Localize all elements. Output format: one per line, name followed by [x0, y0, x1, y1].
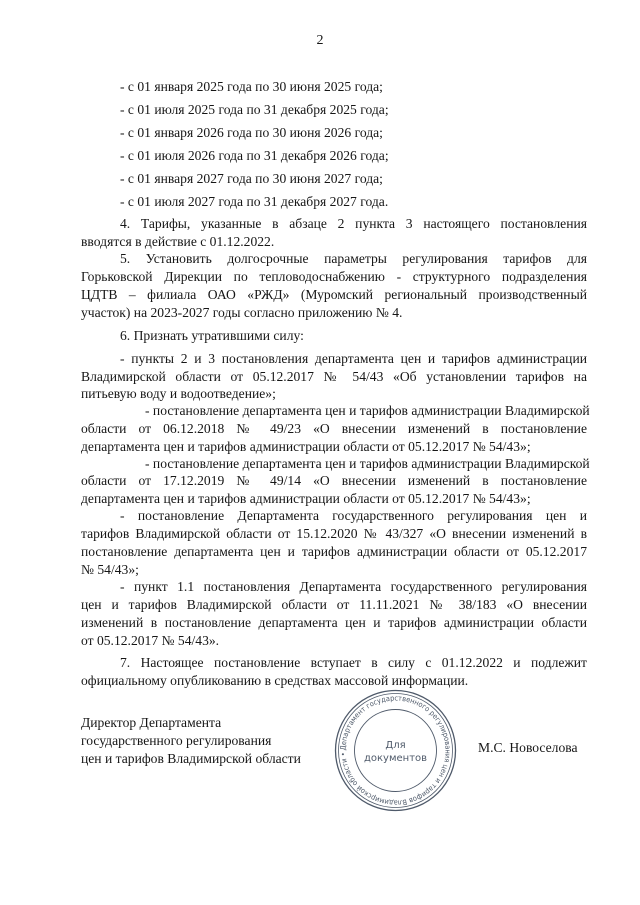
period-item: - с 01 июля 2027 года по 31 декабря 2027 года. [120, 194, 389, 209]
clause-6-line: изменений в постановление департамента цен и тарифов администрации области [81, 615, 587, 630]
clause-7-line: официальному опубликованию в средствах массовой информации. [81, 673, 469, 688]
period-item: - с 01 января 2026 года по 30 июня 2026 года; [120, 125, 383, 140]
clause-6-line: питьевую воду и водоотведение»; [81, 386, 276, 401]
clause-6-line: - пункт 1.1 постановления Департамента государственного регулирования [120, 579, 587, 594]
clause-6-line: области от 17.12.2019 № 49/14 «О внесении изменений в постановление [81, 473, 587, 488]
stamp-center-line: документов [363, 753, 428, 764]
clause-6-line: - постановление Департамента государственного регулирования цен и [120, 508, 587, 523]
period-item: - с 01 июля 2026 года по 31 декабря 2026 года; [120, 148, 389, 163]
stamp-ring-text: Департамент государственного регулирования цен и тарифов Владимирской области • [338, 693, 453, 808]
clause-6-line: департамента цен и тарифов администрации области от 05.12.2017 № 54/43»; [81, 491, 531, 506]
clause-6-line: цен и тарифов Владимирской области от 11.11.2021 № 38/183 «О внесении [81, 597, 587, 612]
clause-5-line: Горьковской Дирекции по тепловодоснабжению - структурного подразделения [81, 269, 587, 284]
clause-6-line: департамента цен и тарифов администрации области от 05.12.2017 № 54/43»; [81, 439, 531, 454]
clause-5-line: участок) на 2023-2027 годы согласно приложению № 4. [81, 305, 403, 320]
signatory-name: М.С. Новоселова [478, 740, 578, 755]
stamp-center-line: Для [385, 740, 406, 751]
clause-6-line: постановление департамента цен и тарифов администрации области от 05.12.2017 [81, 544, 587, 559]
clause-6-line: - постановление департамента цен и тарифов администрации Владимирской [145, 456, 590, 471]
official-stamp [333, 688, 458, 813]
clause-5-line: 5. Установить долгосрочные параметры регулирования тарифов для [120, 251, 587, 266]
clause-6-line: Владимирской области от 05.12.2017 № 54/43 «Об установлении тарифов на [81, 369, 587, 384]
period-item: - с 01 января 2025 года по 30 июня 2025 года; [120, 79, 383, 94]
clause-6-line: - постановление департамента цен и тарифов администрации Владимирской [145, 403, 590, 418]
period-item: - с 01 января 2027 года по 30 июня 2027 года; [120, 171, 383, 186]
clause-6-line: области от 06.12.2018 № 49/23 «О внесении изменений в постановление [81, 421, 587, 436]
signatory-title-line: Директор Департамента [81, 715, 222, 730]
clause-6-line: - пункты 2 и 3 постановления департамента цен и тарифов администрации [120, 351, 587, 366]
clause-4-line: 4. Тарифы, указанные в абзаце 2 пункта 3 настоящего постановления [120, 216, 587, 231]
clause-5-line: ЦДТВ – филиала ОАО «РЖД» (Муромский региональный производственный [81, 287, 587, 302]
clause-6-line: от 05.12.2017 № 54/43». [81, 633, 220, 648]
clause-6-line: тарифов Владимирской области от 15.12.2020 № 43/327 «О внесении изменений в [81, 526, 587, 541]
clause-4-line: вводятся в действие с 01.12.2022. [81, 234, 275, 249]
signatory-title-line: государственного регулирования [81, 733, 272, 748]
stamp-seal [333, 688, 458, 813]
clause-6-line: № 54/43»; [81, 562, 139, 577]
period-item: - с 01 июля 2025 года по 31 декабря 2025 года; [120, 102, 389, 117]
clause-7-line: 7. Настоящее постановление вступает в силу с 01.12.2022 и подлежит [120, 655, 587, 670]
page-number: 2 [316, 33, 324, 48]
clause-6-title: 6. Признать утратившими силу: [120, 328, 304, 343]
signatory-title-line: цен и тарифов Владимирской области [81, 751, 301, 766]
